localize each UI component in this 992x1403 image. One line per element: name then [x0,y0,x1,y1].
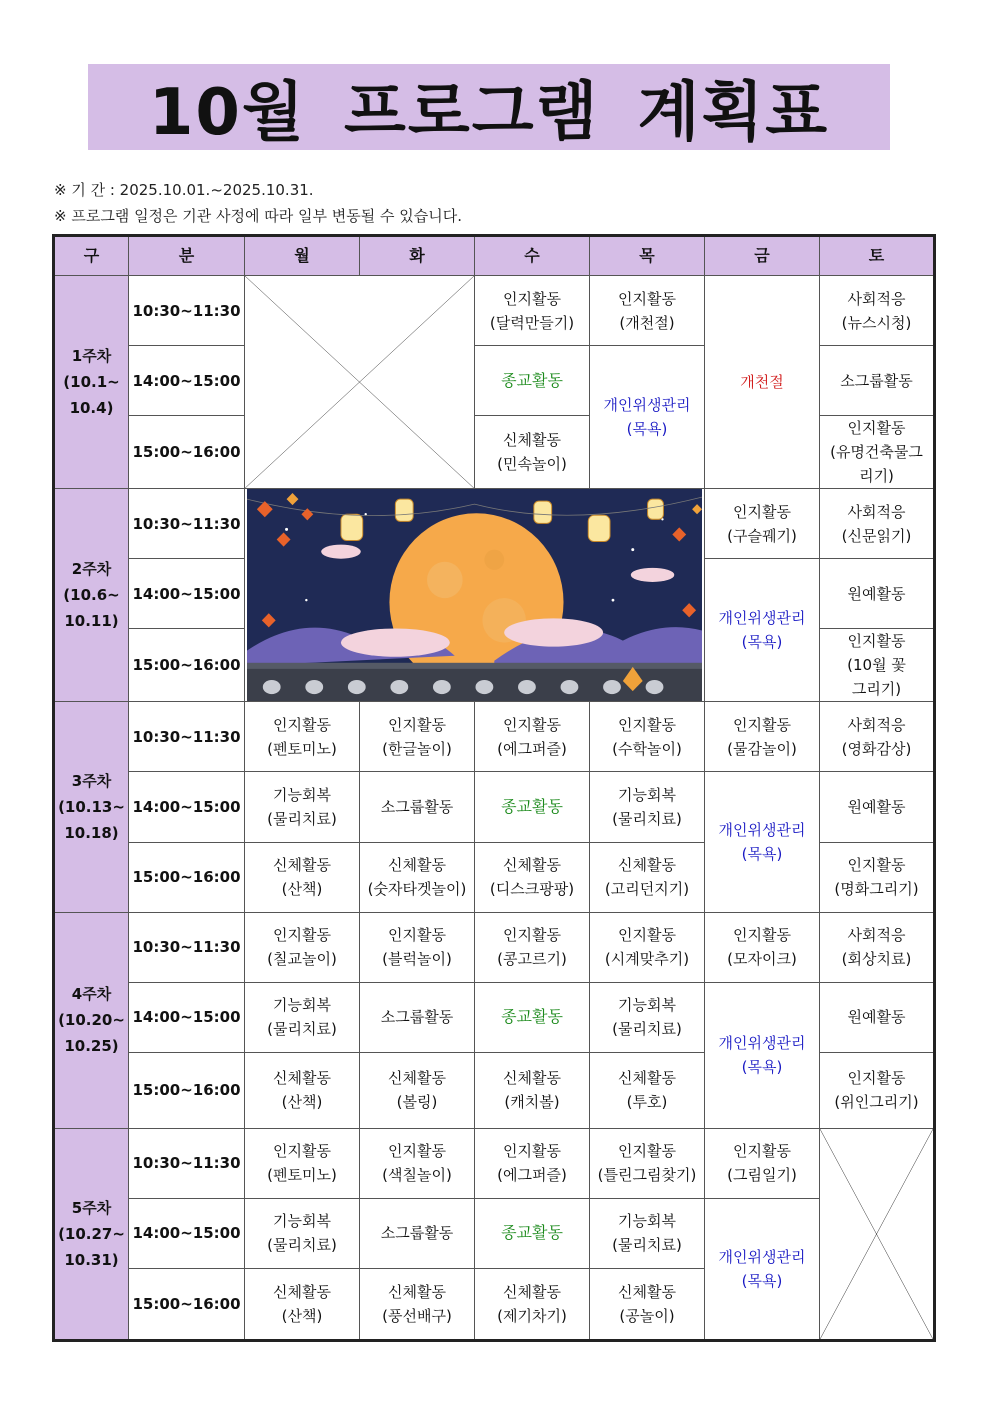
activity-type: 인지활동 [733,502,791,521]
cross-mark-icon [820,1129,933,1339]
religion-activity-cell [475,772,590,842]
activity-detail: (수학놀이) [612,739,682,758]
activity-detail: (뉴스시청) [841,313,912,332]
activity-detail: (모자이크) [727,950,797,969]
activity-detail: 리기) [859,467,894,486]
time-slot: 14:00~15:00 [129,346,245,416]
activity-type: 기능회복 [618,996,676,1015]
activity-detail: (위인그리기) [834,1093,919,1112]
week3-label [54,702,129,912]
week5-label [54,1128,129,1340]
religion-activity-cell [475,1198,590,1268]
activity-detail: (유명건축물그 [830,443,923,462]
week-label-line: 4주차 [71,985,112,1004]
activity-type: 인지활동 [618,1142,676,1161]
page-title: 10월 프로그램 계획표 [148,76,830,150]
activity-cell [475,1268,590,1340]
week-label-line: (10.6~ [63,586,120,605]
activity-type: 신체활동 [388,1069,446,1088]
activity-cell [820,629,935,702]
activity-type: 개인위생관리 [718,821,806,840]
activity-cell [820,276,935,346]
activity-cell [360,1268,475,1340]
activity-cell [590,1128,705,1198]
hygiene-cell [705,559,820,702]
activity-type: 인지활동 [388,715,446,734]
activity-detail: (개천절) [619,313,675,332]
activity-cell [590,1268,705,1340]
activity-type: 인지활동 [273,715,331,734]
time-slot: 15:00~16:00 [129,842,245,912]
activity-cell [820,416,935,489]
header-wed: 수 [475,236,590,276]
activity-detail: (민속놀이) [497,455,567,474]
activity-type: 인지활동 [503,1142,561,1161]
activity-type: 기능회복 [273,996,331,1015]
activity-type: 신체활동 [503,856,561,875]
week3-row1 [54,702,935,772]
period-note: ※ 기 간 : 2025.10.01.~2025.10.31. [54,181,314,199]
activity-detail: 그리기) [851,680,902,699]
activity-detail: (에그퍼즐) [497,739,567,758]
activity-cell [245,912,360,982]
activity-type: 사회적응 [847,926,906,945]
activity-detail: (목욕) [741,1271,783,1290]
activity-cell [705,702,820,772]
activity-type: 인지활동 [503,715,561,734]
activity-cell: 소그룹활동 [820,346,935,416]
activity-cell [475,842,590,912]
week-label-line: 10.25) [64,1037,119,1056]
activity-cell [475,416,590,489]
week-label-line: (10.1~ [63,373,120,392]
activity-detail: (물감놀이) [727,739,797,758]
activity-cell: 원예활동 [820,982,935,1052]
activity-cell [360,1052,475,1128]
hygiene-cell [590,346,705,489]
header-tue: 화 [360,236,475,276]
week4-label [54,912,129,1128]
activity-type: 신체활동 [273,1069,331,1088]
activity-cell [590,702,705,772]
week1-label [54,276,129,489]
activity-cell [360,702,475,772]
activity-type: 인지활동 [273,1142,331,1161]
activity-type: 신체활동 [503,431,561,450]
activity-detail: (펜토미노) [267,1166,337,1185]
chuseok-illustration [245,489,705,702]
activity-type: 인지활동 [847,1069,906,1088]
time-slot: 15:00~16:00 [129,629,245,702]
activity-detail: (물리치료) [612,1020,682,1039]
activity-type: 사회적응 [847,715,906,734]
activity-detail: (에그퍼즐) [497,1166,567,1185]
week-label-line: 2주차 [71,560,112,579]
hygiene-cell [705,772,820,912]
header-gu: 구 [54,236,129,276]
activity-detail: (명화그리기) [834,880,919,899]
activity-type: 신체활동 [273,856,331,875]
activity-cell: 소그룹활동 [360,1198,475,1268]
activity-detail: (콩고르기) [497,950,567,969]
activity-type: 신체활동 [388,856,446,875]
week-label-line: 3주차 [71,772,112,790]
activity-detail: (숫자타겟놀이) [367,880,467,899]
week2-row1 [54,489,935,559]
activity-cell [475,1052,590,1128]
activity-type: 인지활동 [388,1142,446,1161]
activity-cell [360,912,475,982]
activity-detail: (공놀이) [619,1306,675,1325]
header-mon: 월 [245,236,360,276]
time-slot: 10:30~11:30 [129,912,245,982]
activity-type: 기능회복 [618,786,676,804]
activity-cell [245,1052,360,1128]
activity-cell: 소그룹활동 [360,982,475,1052]
activity-type: 신체활동 [618,1069,676,1088]
time-slot: 14:00~15:00 [129,772,245,842]
activity-type: 개인위생관리 [718,609,806,628]
activity-type: 인지활동 [847,856,906,875]
holiday-cell: 개천절 [705,276,820,489]
cross-mark-icon [245,276,474,488]
activity-cell [245,702,360,772]
activity-type: 인지활동 [503,289,561,308]
week-label-line: 10.4) [69,399,114,418]
activity-cell [475,1128,590,1198]
activity-cell [475,912,590,982]
activity-cell [820,842,935,912]
activity-type: 인지활동 [273,926,331,945]
schedule-table [52,234,936,1342]
activity-cell [245,1128,360,1198]
activity-detail: (10월 꽃 [847,656,906,675]
activity-detail: (물리치료) [267,1236,337,1255]
week-label-line: 5주차 [71,1198,112,1217]
activity-cell [705,912,820,982]
activity-cell [590,912,705,982]
time-slot: 10:30~11:30 [129,276,245,346]
activity-detail: (목욕) [741,633,783,652]
activity-type: 종교활동 [501,1007,563,1027]
activity-detail: (고리던지기) [604,880,690,899]
activity-cell [820,1052,935,1128]
activity-cell [245,772,360,842]
activity-cell [245,1268,360,1340]
religion-activity-cell [475,982,590,1052]
no-program-cell [820,1128,935,1340]
activity-cell [245,1198,360,1268]
activity-cell [590,982,705,1052]
activity-type: 신체활동 [618,856,676,875]
week-label-line: (10.20~ [58,1011,125,1030]
activity-cell [245,982,360,1052]
activity-detail: (산책) [281,1306,323,1325]
activity-type: 기능회복 [618,1212,676,1231]
activity-detail: (구슬꿰기) [727,526,797,545]
activity-cell: 원예활동 [820,772,935,842]
activity-detail: (볼링) [396,1093,438,1112]
week4-row2 [54,982,935,1052]
week-label-line: (10.27~ [58,1224,125,1243]
activity-type: 개인위생관리 [718,1034,806,1053]
week-label-line: 1주차 [71,347,112,366]
activity-detail: (그림일기) [727,1166,797,1185]
activity-detail: (한글놀이) [382,739,452,758]
activity-detail: (목욕) [741,845,783,864]
activity-detail: (펜토미노) [267,739,337,758]
activity-detail: (목욕) [741,1058,783,1077]
activity-detail: (물리치료) [612,1236,682,1255]
activity-detail: (캐치볼) [504,1093,560,1112]
activity-cell [705,1128,820,1198]
header-sat: 토 [820,236,935,276]
activity-type: 인지활동 [388,926,446,945]
activity-type: 종교활동 [501,370,563,390]
no-program-cell [245,276,475,489]
time-slot: 15:00~16:00 [129,1268,245,1340]
time-slot: 14:00~15:00 [129,559,245,629]
activity-type: 인지활동 [733,715,791,734]
activity-type: 인지활동 [618,289,676,308]
activity-detail: (블럭놀이) [382,950,452,969]
activity-type: 사회적응 [847,289,906,308]
week-label-line: 10.31) [64,1250,119,1269]
activity-type: 신체활동 [388,1282,446,1301]
activity-cell: 원예활동 [820,559,935,629]
activity-type: 인지활동 [847,419,906,438]
activity-cell [590,1198,705,1268]
activity-detail: (회상치료) [841,950,912,969]
activity-type: 개인위생관리 [603,396,691,415]
activity-detail: (제기차기) [497,1306,567,1325]
activity-detail: (산책) [281,1093,323,1112]
time-slot: 10:30~11:30 [129,702,245,772]
activity-type: 인지활동 [618,926,676,945]
religion-activity-cell [475,346,590,416]
activity-detail: (물리치료) [267,810,337,828]
activity-detail: (디스크팡팡) [489,880,575,899]
activity-type: 인지활동 [733,926,791,945]
activity-cell [820,702,935,772]
activity-cell [475,702,590,772]
header-bun: 분 [129,236,245,276]
activity-cell [360,1128,475,1198]
header-row [54,236,935,276]
activity-type: 사회적응 [847,502,906,521]
week2-label [54,489,129,702]
activity-cell [245,842,360,912]
time-slot: 15:00~16:00 [129,416,245,489]
activity-cell [360,842,475,912]
activity-detail: (칠교놀이) [267,950,337,969]
header-fri: 금 [705,236,820,276]
activity-cell [475,276,590,346]
activity-type: 신체활동 [503,1282,561,1301]
time-slot: 14:00~15:00 [129,982,245,1052]
week-label-line: 10.18) [64,824,119,842]
hygiene-cell [705,982,820,1128]
activity-type: 신체활동 [503,1069,561,1088]
time-slot: 10:30~11:30 [129,1128,245,1198]
week4-row1 [54,912,935,982]
activity-detail: (시계맞추기) [604,950,690,969]
schedule-disclaimer: ※ 프로그램 일정은 기관 사정에 따라 일부 변동될 수 있습니다. [54,207,463,225]
week-label-line: (10.13~ [58,798,125,816]
activity-detail: (달력만들기) [489,313,575,332]
activity-detail: (색칠놀이) [382,1166,452,1185]
week1-row1 [54,276,935,346]
activity-detail: (목욕) [626,420,668,439]
activity-detail: (물리치료) [267,1020,337,1039]
time-slot: 14:00~15:00 [129,1198,245,1268]
title-banner [88,64,890,150]
time-slot: 10:30~11:30 [129,489,245,559]
activity-cell [590,842,705,912]
week-label-line: 10.11) [64,612,119,631]
hygiene-cell [705,1198,820,1340]
full-moon-image [247,489,702,701]
activity-detail: (산책) [281,880,323,899]
activity-cell [820,912,935,982]
activity-type: 인지활동 [503,926,561,945]
activity-detail: (풍선배구) [382,1306,452,1325]
activity-type: 신체활동 [618,1282,676,1301]
activity-cell [590,1052,705,1128]
week5-row2 [54,1198,935,1268]
activity-cell [705,489,820,559]
activity-cell: 소그룹활동 [360,772,475,842]
time-slot: 15:00~16:00 [129,1052,245,1128]
activity-type: 종교활동 [501,797,563,816]
activity-type: 종교활동 [501,1223,563,1243]
activity-cell [820,489,935,559]
activity-type: 개인위생관리 [718,1247,806,1266]
week3-row2 [54,772,935,842]
activity-type: 기능회복 [273,786,331,804]
activity-detail: (물리치료) [612,810,682,828]
activity-type: 인지활동 [618,715,676,734]
activity-detail: (틀린그림찾기) [597,1166,697,1185]
activity-detail: (투호) [626,1093,668,1112]
activity-type: 기능회복 [273,1212,331,1231]
activity-detail: (신문읽기) [841,526,912,545]
activity-cell [590,276,705,346]
header-thu: 목 [590,236,705,276]
activity-type: 신체활동 [273,1282,331,1301]
activity-type: 인지활동 [733,1142,791,1161]
activity-type: 인지활동 [847,632,906,651]
week5-row1 [54,1128,935,1198]
activity-detail: (영화감상) [841,739,912,758]
activity-cell [590,772,705,842]
